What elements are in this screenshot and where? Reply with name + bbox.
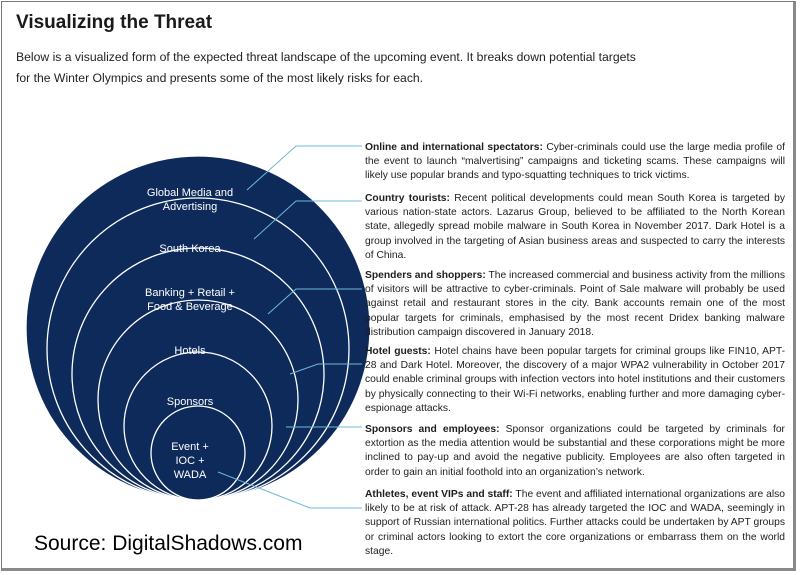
desc-text: The increased commercial and business activity from the millions of visitors will be attractive to cyber-criminals. Point of Sale malware will probably be used against retail and restaurant stores in the city. Bank accounts remain one of the most popular targets for criminals, emphasised by the most recent Dridex banking malware distribution campaign discovered in January 2018. <box>365 270 785 338</box>
desc-spenders-shoppers <box>365 269 785 340</box>
desc-online-spectators <box>365 141 785 184</box>
desc-sponsors-employees <box>365 423 785 480</box>
ring-label-banking-retail: Banking + Retail + Food & Beverage <box>145 287 235 313</box>
intro-text: Below is a visualized form of the expected threat landscape of the upcoming event. It breaks down potential targets for the Winter Olympics and presents some of the most likely risks for each. <box>16 50 636 85</box>
desc-text: The event and affiliated international organizations are also likely to be at risk of attack. APT-28 has already targeted the IOC and WADA, seemingly in support of Russian international politics. Further attacks could be undertaken by APT groups or criminal actors looking to extort the core organizations or embarrass them on the world stage. <box>365 489 785 557</box>
desc-heading: Hotel guests: <box>365 346 431 357</box>
desc-heading: Country tourists: <box>365 193 450 204</box>
desc-heading: Sponsors and employees: <box>365 424 500 435</box>
page-title: Visualizing the Threat <box>16 12 213 33</box>
desc-text: Recent political developments could mean South Korea is targeted by various nation-state actors. Lazarus Group, believed to be affiliated to the North Korean state, allegedly spread mobile malware in South Korea in November 2017. Dark Hotel is a group involved in the targeting of Asian business areas and suspected to carry the interests of China. <box>365 193 785 261</box>
ring-label-sponsors: Sponsors <box>166 396 214 408</box>
ring-label-hotels: Hotels <box>174 345 206 357</box>
desc-country-tourists <box>365 192 785 263</box>
desc-athletes-vips <box>365 488 785 559</box>
desc-hotel-guests <box>365 345 785 416</box>
desc-heading: Spenders and shoppers: <box>365 270 486 281</box>
source-credit: Source: DigitalShadows.com <box>34 532 303 555</box>
ring-label-event-ioc-wada: Event + IOC + WADA <box>171 441 209 481</box>
desc-heading: Athletes, event VIPs and staff: <box>365 489 513 500</box>
desc-text: Cyber-criminals could use the large media profile of the event to launch “malvertising” campaigns and ticketing scams. These campaigns will likely use popular brands and typo-squatting techniques to trick victims. <box>365 142 785 182</box>
desc-heading: Online and international spectators: <box>365 142 543 153</box>
ring-label-global-media: Global Media and Advertising <box>146 187 234 213</box>
desc-text: Hotel chains have been popular targets for criminal groups like FIN10, APT-28 and Dark Hotel. Moreover, the discovery of a major WPA2 vulnerability in October 2017 could enable criminal groups with infection vectors into hotel institutions and their customers by physically connecting to their Wi-Fi networks, enabling further and more damaging cyber-espionage attacks. <box>365 346 785 414</box>
desc-text: Sponsor organizations could be targeted by criminals for extortion as the media attention would be substantial and these corporations might be more inclined to pay-up and avoid the negative publicity. Employees are also often targeted in order to gain an initial foothold into an organization’s network. <box>365 424 785 478</box>
ring-label-south-korea: South Korea <box>159 243 221 255</box>
